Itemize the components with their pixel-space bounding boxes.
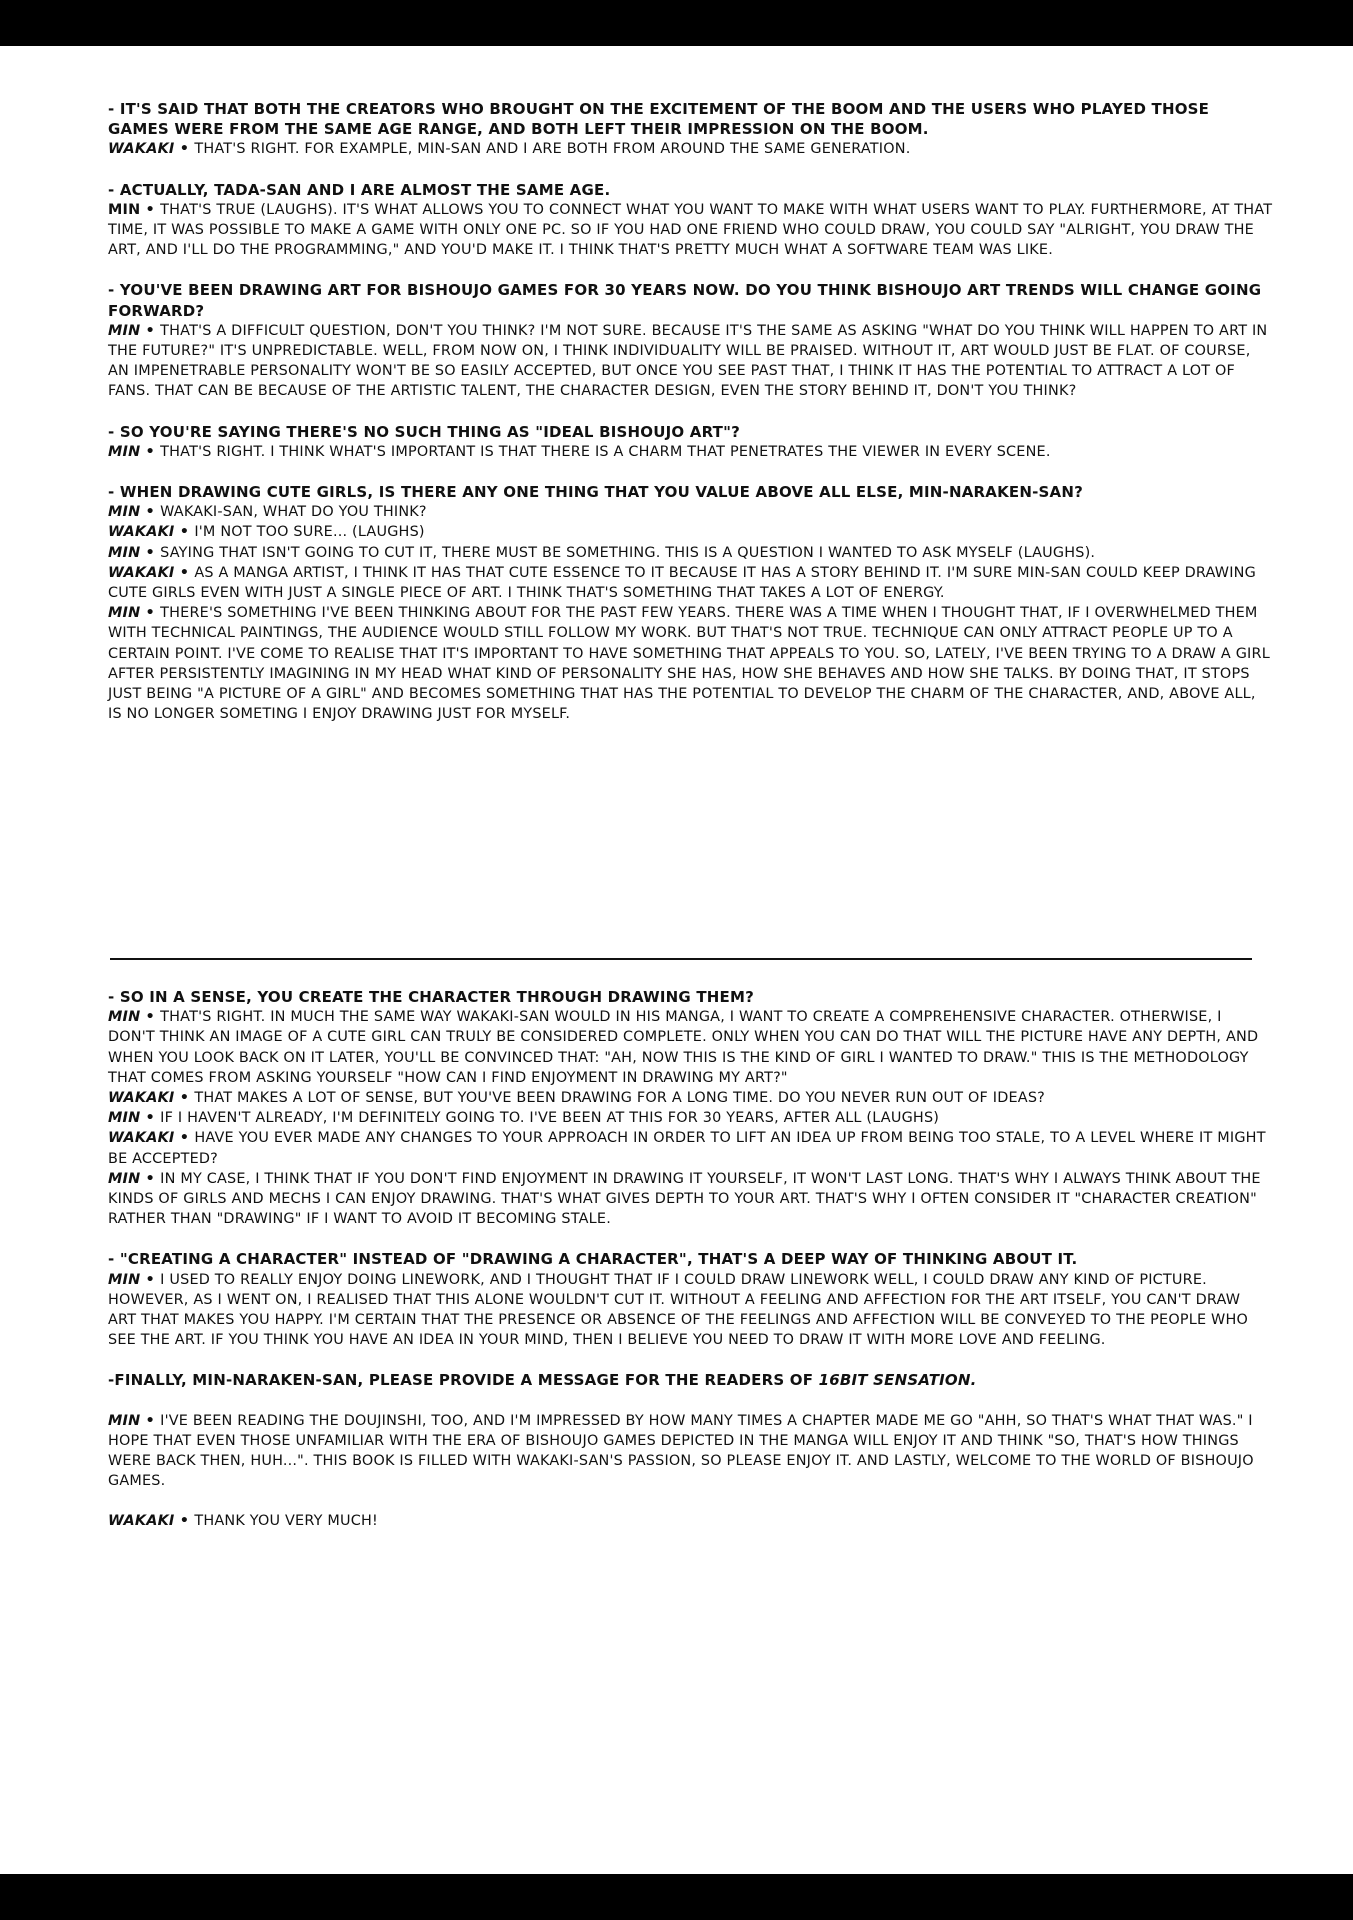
interview-section-bottom [108, 987, 1273, 1552]
interview-question: - "CREATING A CHARACTER" INSTEAD OF "DRAWING A CHARACTER", THAT'S A DEEP WAY OF THINKING ABOUT IT. [108, 1250, 1078, 1269]
speaker-bullet: • [140, 322, 161, 339]
answer-text: SAYING THAT ISN'T GOING TO CUT IT, THERE MUST BE SOMETHING. THIS IS A QUESTION I WANTED TO ASK MYSELF (LAUGHS). [160, 544, 1096, 561]
answer-line [108, 1411, 1273, 1492]
answer-line [108, 522, 1273, 542]
qa-block [108, 99, 1273, 160]
answer-line [108, 603, 1273, 724]
bottom-black-bar [0, 1874, 1353, 1920]
speaker-label: MIN [108, 1170, 141, 1187]
answer-text: THAT'S TRUE (LAUGHS). IT'S WHAT ALLOWS YOU TO CONNECT WHAT YOU WANT TO MAKE WITH WHAT USERS WANT TO PLAY. FURTHERMORE, AT THAT TIME, IT WAS POSSIBLE TO MAKE A GAME WITH ONLY ONE PC. SO IF YOU HAD ONE FRIEND WHO COULD DRAW, YOU COULD SAY "ALRIGHT, YOU DRAW THE ART, AND I'LL DO THE PROGRAMMING," AND YOU'D MAKE IT. I THINK THAT'S PRETTY MUCH WHAT A SOFTWARE TEAM WAS LIKE. [108, 201, 1273, 259]
answer-text: THAT'S A DIFFICULT QUESTION, DON'T YOU THINK? I'M NOT SURE. BECAUSE IT'S THE SAME AS ASKING "WHAT DO YOU THINK WILL HAPPEN TO ART IN THE FUTURE?" IT'S UNPREDICTABLE. WELL, FROM NOW ON, I THINK INDIVIDUALITY WILL BE PRAISED. WITHOUT IT, ART WOULD JUST BE FLAT. OF COURSE, AN IMPENETRABLE PERSONALITY WON'T BE SO EASILY ACCEPTED, BUT ONCE YOU SEE PAST THAT, I THINK IT HAS THE POTENTIAL TO ATTRACT A LOT OF FANS. THAT CAN BE BECAUSE OF THE ARTISTIC TALENT, THE CHARACTER DESIGN, EVEN THE STORY BEHIND IT, DON'T YOU THINK? [108, 322, 1268, 400]
answer-text: I'VE BEEN READING THE DOUJINSHI, TOO, AND I'M IMPRESSED BY HOW MANY TIMES A CHAPTER MADE ME GO "AHH, SO THAT'S WHAT THAT WAS." I HOPE THAT EVEN THOSE UNFAMILIAR WITH THE ERA OF BISHOUJO GAMES DEPICTED IN THE MANGA WILL ENJOY IT AND THINK "SO, THAT'S HOW THINGS WERE BACK THEN, HUH...". THIS BOOK IS FILLED WITH WAKAKI-SAN'S PASSION, SO PLEASE ENJOY IT. AND LASTLY, WELCOME TO THE WORLD OF BISHOUJO GAMES. [108, 1412, 1254, 1490]
qa-block [108, 1411, 1273, 1492]
speaker-bullet: • [140, 201, 161, 218]
answer-text: HAVE YOU EVER MADE ANY CHANGES TO YOUR APPROACH IN ORDER TO LIFT AN IDEA UP FROM BEING TOO STALE, TO A LEVEL WHERE IT MIGHT BE ACCEPTED? [108, 1130, 1266, 1167]
answer-text: THAT'S RIGHT. IN MUCH THE SAME WAY WAKAKI-SAN WOULD IN HIS MANGA, I WANT TO CREATE A COMPREHENSIVE CHARACTER. OTHERWISE, I DON'T THINK AN IMAGE OF A CUTE GIRL CAN TRULY BE CONSIDERED COMPLETE. ONLY WHEN YOU CAN DO THAT WILL THE PICTURE HAVE ANY DEPTH, AND WHEN YOU LOOK BACK ON IT LATER, YOU'LL BE CONVINCED THAT: "AH, NOW THIS IS THE KIND OF GIRL I WANTED TO DRAW." THIS IS THE METHODOLOGY THAT COMES FROM ASKING YOURSELF "HOW CAN I FIND ENJOYMENT IN DRAWING MY ART?" [108, 1009, 1259, 1086]
answer-line [108, 1007, 1273, 1088]
speaker-bullet: • [174, 1513, 195, 1530]
speaker-bullet: • [140, 1271, 161, 1288]
interview-question [108, 1370, 1273, 1390]
speaker-label: MIN [108, 1110, 141, 1127]
qa-block [108, 280, 1273, 401]
speaker-label: WAKAKI [108, 1130, 175, 1147]
qa-block [108, 180, 1273, 261]
interview-section-top [108, 99, 1273, 744]
qa-block [108, 987, 1273, 1229]
section-divider [110, 958, 1252, 960]
answer-text: I USED TO REALLY ENJOY DOING LINEWORK, AND I THOUGHT THAT IF I COULD DRAW LINEWORK WELL, I COULD DRAW ANY KIND OF PICTURE. HOWEVER, AS I WENT ON, I REALISED THAT THIS ALONE WOULDN'T CUT IT. WITHOUT A FEELING AND AFFECTION FOR THE ART ITSELF, YOU CAN'T DRAW ART THAT MAKES YOU HAPPY. I'M CERTAIN THAT THE PRESENCE OR ABSENCE OF THE FEELINGS AND AFFECTION WILL BE CONVEYED TO THE PEOPLE WHO SEE THE ART. IF YOU THINK YOU HAVE AN IDEA IN YOUR MIND, THEN I BELIEVE YOU NEED TO DRAW IT WITH MORE LOVE AND FEELING. [108, 1271, 1248, 1349]
speaker-bullet: • [140, 1170, 161, 1187]
question-text: -FINALLY, MIN-NARAKEN-SAN, PLEASE PROVIDE A MESSAGE FOR THE READERS OF [108, 1371, 819, 1390]
speaker-bullet: • [140, 544, 161, 561]
answer-text: THAT MAKES A LOT OF SENSE, BUT YOU'VE BEEN DRAWING FOR A LONG TIME. DO YOU NEVER RUN OUT OF IDEAS? [194, 1090, 1046, 1107]
answer-text: THAT'S RIGHT. FOR EXAMPLE, MIN-SAN AND I ARE BOTH FROM AROUND THE SAME GENERATION. [194, 141, 911, 158]
qa-block [108, 1370, 1273, 1390]
answer-line [108, 1108, 1273, 1128]
speaker-label: WAKAKI [108, 524, 175, 541]
interview-question: - SO IN A SENSE, YOU CREATE THE CHARACTER THROUGH DRAWING THEM? [108, 988, 755, 1006]
answer-text: THERE'S SOMETHING I'VE BEEN THINKING ABOUT FOR THE PAST FEW YEARS. THERE WAS A TIME WHEN I THOUGHT THAT, IF I OVERWHELMED THEM WITH TECHNICAL PAINTINGS, THE AUDIENCE WOULD STILL FOLLOW MY WORK. BUT THAT'S NOT TRUE. TECHNIQUE CAN ONLY ATTRACT PEOPLE UP TO A CERTAIN POINT. I'VE COME TO REALISE THAT IT'S IMPORTANT TO HAVE SOMETHING THAT APPEALS TO YOU. SO, LATELY, I'VE BEEN TRYING TO A DRAW A GIRL AFTER PERSISTENTLY IMAGINING IN MY HEAD WHAT KIND OF PERSONALITY SHE HAS, HOW SHE BEHAVES AND HOW SHE TALKS. BY DOING THAT, IT STOPS JUST BEING "A PICTURE OF A GIRL" AND BECOMES SOMETHING THAT HAS THE POTENTIAL TO DEVELOP THE CHARM OF THE CHARACTER, AND, ABOVE ALL, IS NO LONGER SOMETING I ENJOY DRAWING JUST FOR MYSELF. [108, 605, 1270, 723]
interview-question: - ACTUALLY, TADA-SAN AND I ARE ALMOST THE SAME AGE. [108, 180, 611, 199]
speaker-bullet: • [174, 1090, 195, 1107]
speaker-label: MIN [108, 504, 141, 521]
answer-text: AS A MANGA ARTIST, I THINK IT HAS THAT CUTE ESSENCE TO IT BECAUSE IT HAS A STORY BEHIND IT. I'M SURE MIN-SAN COULD KEEP DRAWING CUTE GIRLS EVEN WITH JUST A SINGLE PIECE OF ART. I THINK THAT'S SOMETHING THAT TAKES A LOT OF ENERGY. [108, 564, 1256, 602]
answer-line [108, 139, 1273, 159]
answer-text: THAT'S RIGHT. I THINK WHAT'S IMPORTANT IS THAT THERE IS A CHARM THAT PENETRATES THE VIEWER IN EVERY SCENE. [160, 443, 1051, 460]
speaker-bullet: • [140, 504, 161, 521]
speaker-label: MIN [108, 322, 141, 339]
speaker-label: WAKAKI [108, 1513, 175, 1530]
speaker-label: MIN [108, 605, 141, 622]
qa-block [108, 482, 1273, 724]
answer-line [108, 1270, 1273, 1351]
speaker-bullet: • [140, 605, 161, 622]
speaker-label: WAKAKI [108, 564, 175, 581]
interview-question: - YOU'VE BEEN DRAWING ART FOR BISHOUJO GAMES FOR 30 YEARS NOW. DO YOU THINK BISHOUJO ART TRENDS WILL CHANGE GOING FORWARD? [108, 281, 1262, 320]
speaker-label: MIN [108, 201, 141, 218]
speaker-bullet: • [174, 524, 195, 541]
answer-text: IF I HAVEN'T ALREADY, I'M DEFINITELY GOING TO. I'VE BEEN AT THIS FOR 30 YEARS, AFTER ALL (LAUGHS) [160, 1110, 940, 1127]
interview-question: - SO YOU'RE SAYING THERE'S NO SUCH THING AS "IDEAL BISHOUJO ART"? [108, 422, 741, 441]
speaker-label: MIN [108, 544, 141, 561]
speaker-bullet: • [140, 443, 161, 460]
answer-text: WAKAKI-SAN, WHAT DO YOU THINK? [160, 504, 427, 521]
answer-line [108, 1088, 1273, 1108]
answer-line [108, 1128, 1273, 1168]
speaker-label: MIN [108, 1271, 141, 1288]
top-black-bar [0, 0, 1353, 46]
answer-text: THANK YOU VERY MUCH! [194, 1513, 378, 1530]
answer-line [108, 543, 1273, 563]
speaker-label: WAKAKI [108, 141, 175, 158]
answer-line [108, 1169, 1273, 1230]
book-title: 16BIT SENSATION. [818, 1371, 977, 1390]
speaker-label: MIN [108, 1009, 141, 1026]
answer-line [108, 502, 1273, 522]
speaker-bullet: • [140, 1412, 161, 1429]
speaker-bullet: • [140, 1009, 161, 1026]
speaker-label: MIN [108, 443, 141, 460]
qa-block [108, 1249, 1273, 1350]
interview-question: - WHEN DRAWING CUTE GIRLS, IS THERE ANY ONE THING THAT YOU VALUE ABOVE ALL ELSE, MIN-NARAKEN-SAN? [108, 483, 1084, 502]
answer-line [108, 442, 1273, 462]
answer-line [108, 200, 1273, 261]
speaker-bullet: • [174, 1130, 195, 1147]
interview-question: - IT'S SAID THAT BOTH THE CREATORS WHO BROUGHT ON THE EXCITEMENT OF THE BOOM AND THE USERS WHO PLAYED THOSE GAMES WERE FROM THE SAME AGE RANGE, AND BOTH LEFT THEIR IMPRESSION ON THE BOOM. [108, 100, 1210, 139]
answer-line [108, 563, 1273, 603]
speaker-label: WAKAKI [108, 1090, 175, 1107]
answer-text: I'M NOT TOO SURE... (LAUGHS) [194, 524, 425, 541]
answer-line [108, 321, 1273, 402]
qa-block [108, 422, 1273, 462]
speaker-bullet: • [140, 1110, 161, 1127]
speaker-label: MIN [108, 1412, 141, 1429]
answer-line [108, 1511, 1273, 1531]
speaker-bullet: • [174, 141, 195, 158]
answer-text: IN MY CASE, I THINK THAT IF YOU DON'T FIND ENJOYMENT IN DRAWING IT YOURSELF, IT WON'T LAST LONG. THAT'S WHY I ALWAYS THINK ABOUT THE KINDS OF GIRLS AND MECHS I CAN ENJOY DRAWING. THAT'S WHAT GIVES DEPTH TO YOUR ART. THAT'S WHY I OFTEN CONSIDER IT "CHARACTER CREATION" RATHER THAN "DRAWING" IF I WANT TO AVOID IT BECOMING STALE. [108, 1170, 1261, 1228]
speaker-bullet: • [174, 564, 195, 581]
qa-block [108, 1511, 1273, 1531]
